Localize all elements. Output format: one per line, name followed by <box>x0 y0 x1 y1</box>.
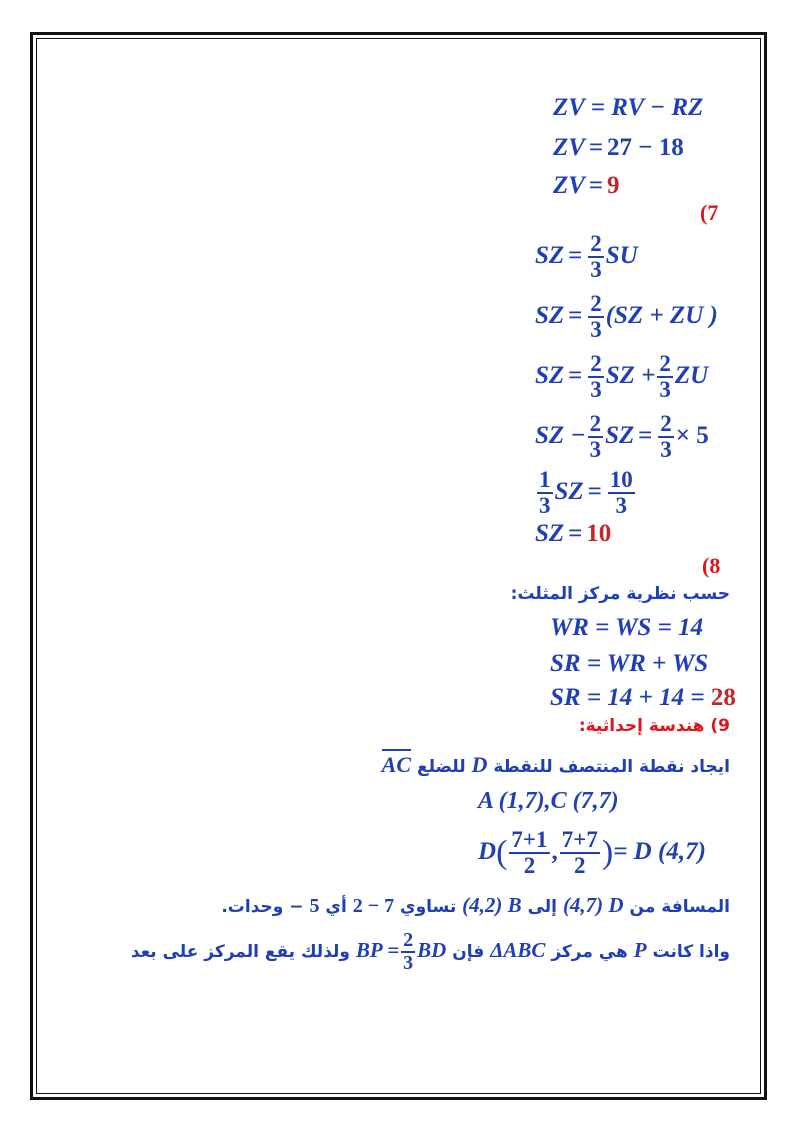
eq-wr-ws: WR = WS = 14 <box>550 614 704 641</box>
section-7-label: (7 <box>700 200 719 225</box>
section-9-label: 9) هندسة إحداثية: <box>578 716 730 736</box>
midpoint-instruction: ايجاد نقطة المنتصف للنقطة D للضلع AC <box>382 752 730 778</box>
eq-sz-5: $\frac{1}{3}$ SZ = $\frac{10}{3}$ <box>539 467 633 519</box>
midpoint-formula: D( $\frac{7+1}{2}$ , $\frac{7+7}{2}$ )= D (4,7) <box>478 827 706 879</box>
eq-zv-2: ZV = 27 − 18 <box>553 134 684 161</box>
section-8-label: (8 <box>702 553 721 578</box>
eq-sz-6: SZ = 10 <box>535 520 612 547</box>
eq-sr-sum: SR = WR + WS <box>550 650 709 677</box>
eq-sz-1: SZ = $\frac{2}{3}$ SU <box>535 231 638 283</box>
centroid-sentence: واذا كانت P هي مركز ΔABC فإن BP = $\frac{2}{3}$ BD ولذلك يقع المركز على بعد <box>130 929 730 974</box>
distance-sentence: المسافة من (4,7) D إلى (4,2) B تساوي 2 − 7 أي 5 − وحدات. <box>221 893 730 917</box>
coordinates-a-c: A (1,7),C (7,7) <box>478 788 619 814</box>
eq-zv-1: ZV = RV − RZ <box>553 94 704 121</box>
centroid-theorem-text: حسب نظرية مركز المثلث: <box>510 584 730 604</box>
eq-sz-3: SZ = $\frac{2}{3}$ SZ + $\frac{2}{3}$ ZU <box>535 351 709 403</box>
eq-sz-2: SZ = $\frac{2}{3}$ (SZ + ZU ) <box>535 291 718 343</box>
eq-sr-value: SR = 14 + 14 = 28 <box>550 684 736 711</box>
eq-sz-4: SZ − $\frac{2}{3}$ SZ = $\frac{2}{3}$ × 5 <box>535 411 709 463</box>
eq-zv-3: ZV = 9 <box>553 172 620 199</box>
